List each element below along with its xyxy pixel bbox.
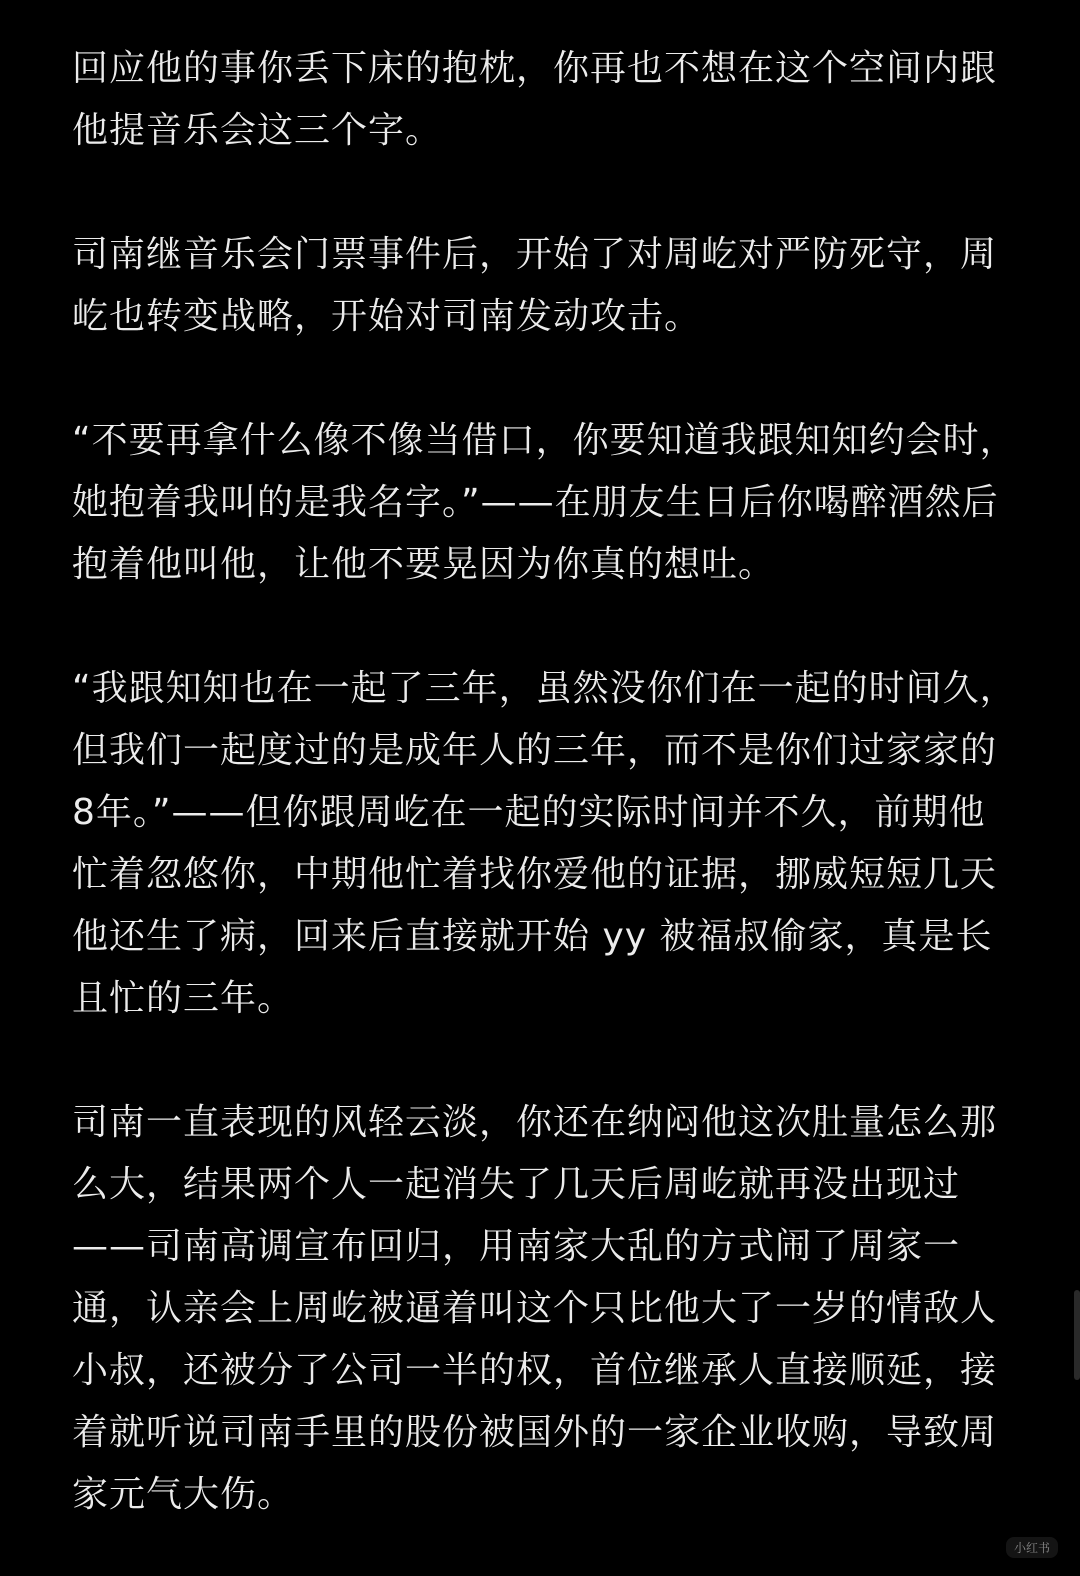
paragraph: 司南一直表现的风轻云淡，你还在纳闷他这次肚量怎么那么大，结果两个人一起消失了几天后周屹就再没出现过——司南高调宣布回归，用南家大乱的方式闹了周家一通，认亲会上周屹被逼着叫这个只比他大了一岁的情敌人小叔，还被分了公司一半的权，首位继承人直接顺延，接着就听说司南手里的股份被国外的一家企业收购，导致周家元气大伤。	[72, 1102, 998, 1515]
paragraph: 司南继音乐会门票事件后，开始了对周屹对严防死守，周屹也转变战略，开始对司南发动攻击。	[72, 234, 998, 337]
article-body	[72, 38, 1017, 1526]
watermark-logo: 小红书	[1006, 1537, 1058, 1558]
paragraph: “不要再拿什么像不像当借口，你要知道我跟知知约会时，她抱着我叫的是我名字。”——在朋友生日后你喝醉酒然后抱着他叫他，让他不要晃因为你真的想吐。	[72, 420, 1017, 585]
scrollbar-thumb[interactable]	[1074, 1290, 1080, 1380]
paragraph: “我跟知知也在一起了三年，虽然没你们在一起的时间久，但我们一起度过的是成年人的三年，而不是你们过家家的8年。”——但你跟周屹在一起的实际时间并不久，前期他忙着忽悠你，中期他忙着找你爱他的证据，挪威短短几天他还生了病，回来后直接就开始 yy 被福叔偷家，真是长且忙的三年。	[72, 668, 1017, 1019]
paragraph: 回应他的事你丢下床的抱枕，你再也不想在这个空间内跟他提音乐会这三个字。	[72, 48, 998, 151]
